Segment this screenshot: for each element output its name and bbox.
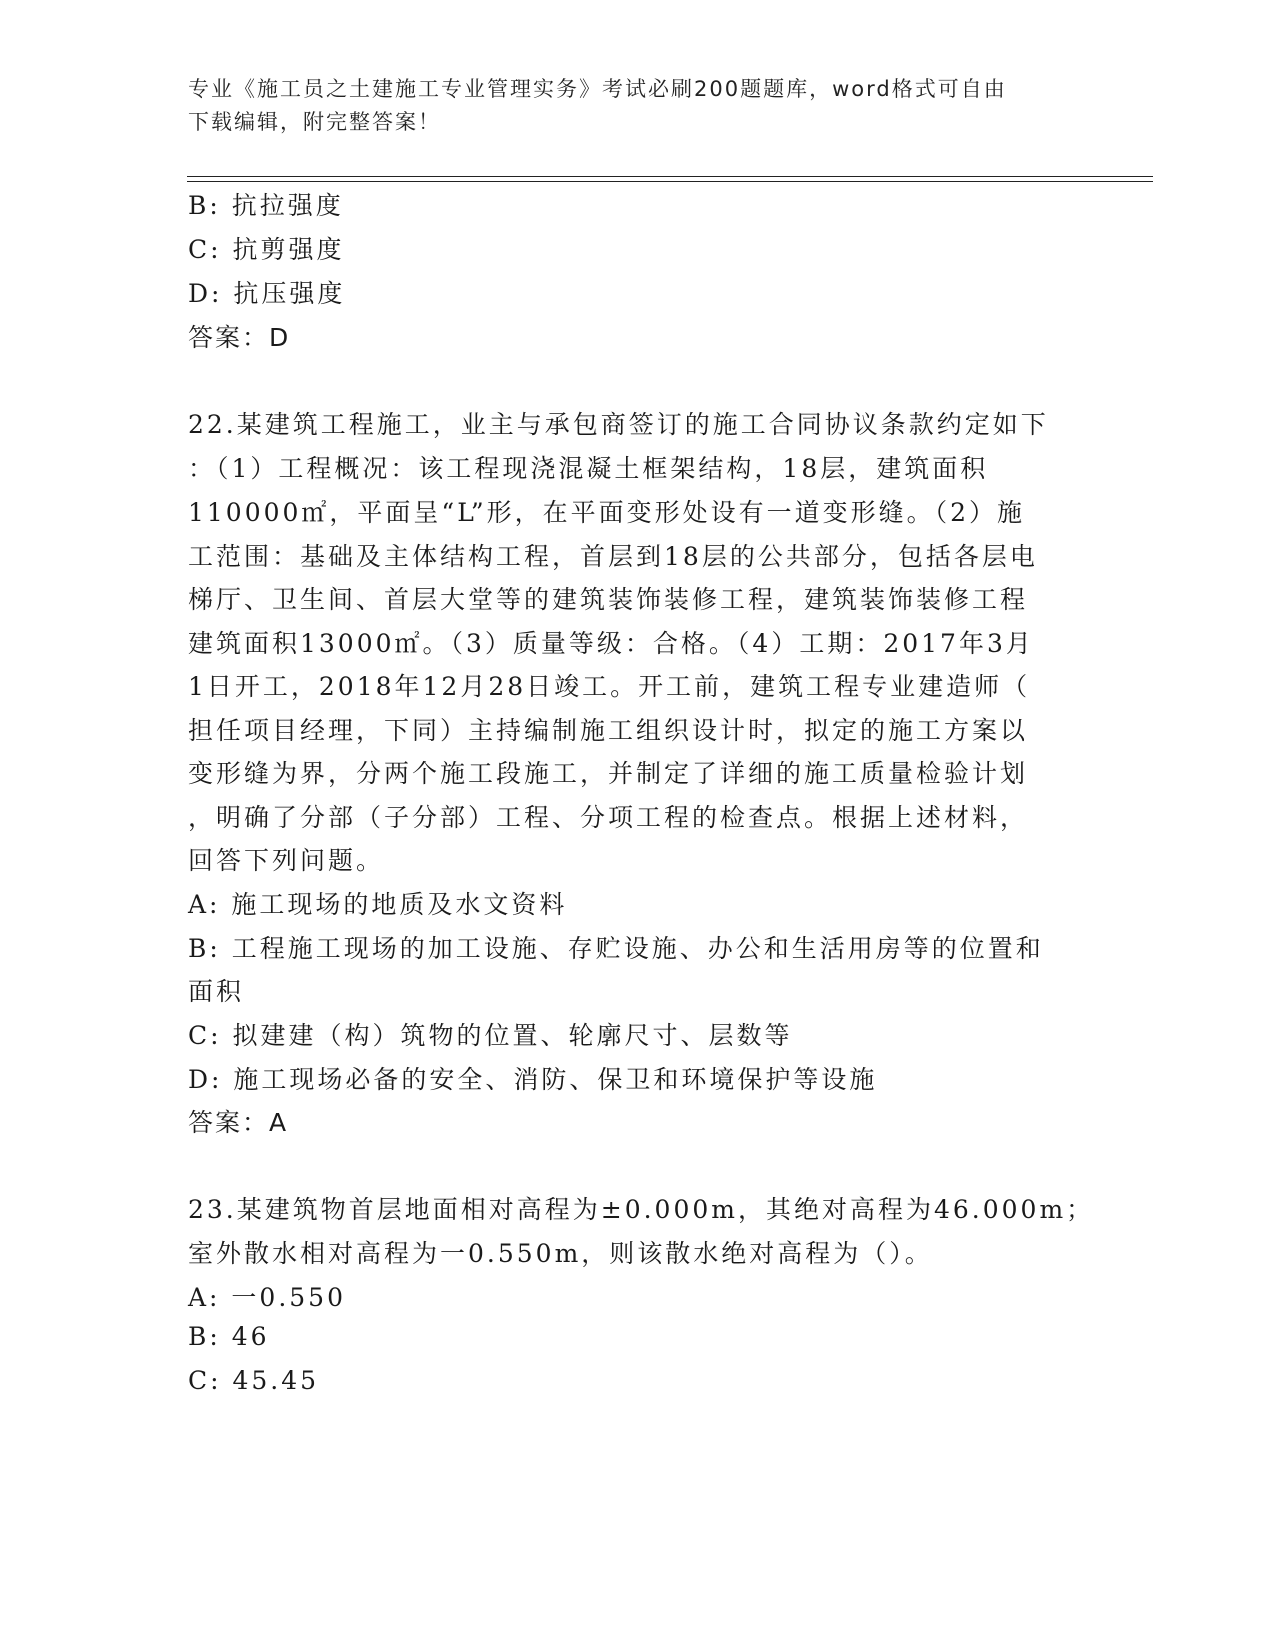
q23-option-b: B: 46 xyxy=(188,1322,270,1351)
q22-stem-line: ：（1）工程概况：该工程现浇混凝土框架结构，18层，建筑面积 xyxy=(188,454,989,483)
q22-stem-line: 1日开工，2018年12月28日竣工。开工前，建筑工程专业建造师（ xyxy=(188,672,1031,701)
q22-stem-line: 建筑面积13000㎡。（3）质量等级：合格。（4）工期：2017年3月 xyxy=(188,629,1034,658)
q22-stem-line: 22.某建筑工程施工，业主与承包商签订的施工合同协议条款约定如下 xyxy=(188,410,1049,439)
q23-stem-line-1: 23.某建筑物首层地面相对高程为±0.000m，其绝对高程为46.000m； xyxy=(188,1195,1095,1224)
q22-answer: 答案：A xyxy=(188,1108,289,1137)
header-title-line-1: 专业《施工员之土建施工专业管理实务》考试必刷200题题库，word格式可自由 xyxy=(188,77,1007,101)
header-divider-bottom xyxy=(187,181,1153,182)
header-title-line-2: 下载编辑，附完整答案！ xyxy=(188,110,441,134)
q22-stem-line: 变形缝为界，分两个施工段施工，并制定了详细的施工质量检验计划 xyxy=(188,759,1029,788)
q22-option-c: C: 拟建建（构）筑物的位置、轮廓尺寸、层数等 xyxy=(188,1021,793,1050)
q22-stem-line: 110000㎡，平面呈“L”形，在平面变形处设有一道变形缝。（2）施 xyxy=(188,498,1026,527)
q22-option-b: B: 工程施工现场的加工设施、存贮设施、办公和生活用房等的位置和 xyxy=(188,934,1044,963)
q22-option-b-continued: 面积 xyxy=(188,977,245,1006)
q22-stem-line: 回答下列问题。 xyxy=(188,846,385,875)
q22-stem-line: 工范围：基础及主体结构工程，首层到18层的公共部分，包括各层电 xyxy=(188,542,1038,571)
q22-stem-line: 梯厅、卫生间、首层大堂等的建筑装饰装修工程，建筑装饰装修工程 xyxy=(188,585,1029,614)
q21-answer: 答案：D xyxy=(188,323,291,352)
q21-option-d: D: 抗压强度 xyxy=(188,279,346,308)
q21-option-b: B: 抗拉强度 xyxy=(188,191,344,220)
q22-option-a: A: 施工现场的地质及水文资料 xyxy=(188,890,568,919)
q23-option-c: C: 45.45 xyxy=(188,1366,320,1395)
q23-option-a: A: 一0.550 xyxy=(188,1283,346,1312)
q22-option-d: D: 施工现场必备的安全、消防、保卫和环境保护等设施 xyxy=(188,1065,878,1094)
q23-stem-line-2: 室外散水相对高程为一0.550m，则该散水绝对高程为（）。 xyxy=(188,1239,933,1268)
q21-option-c: C: 抗剪强度 xyxy=(188,235,345,264)
q22-stem-line: ，明确了分部（子分部）工程、分项工程的检查点。根据上述材料， xyxy=(188,803,1029,832)
document-header xyxy=(188,73,1068,139)
q22-stem-line: 担任项目经理，下同）主持编制施工组织设计时，拟定的施工方案以 xyxy=(188,716,1029,745)
header-divider-top xyxy=(187,176,1153,177)
